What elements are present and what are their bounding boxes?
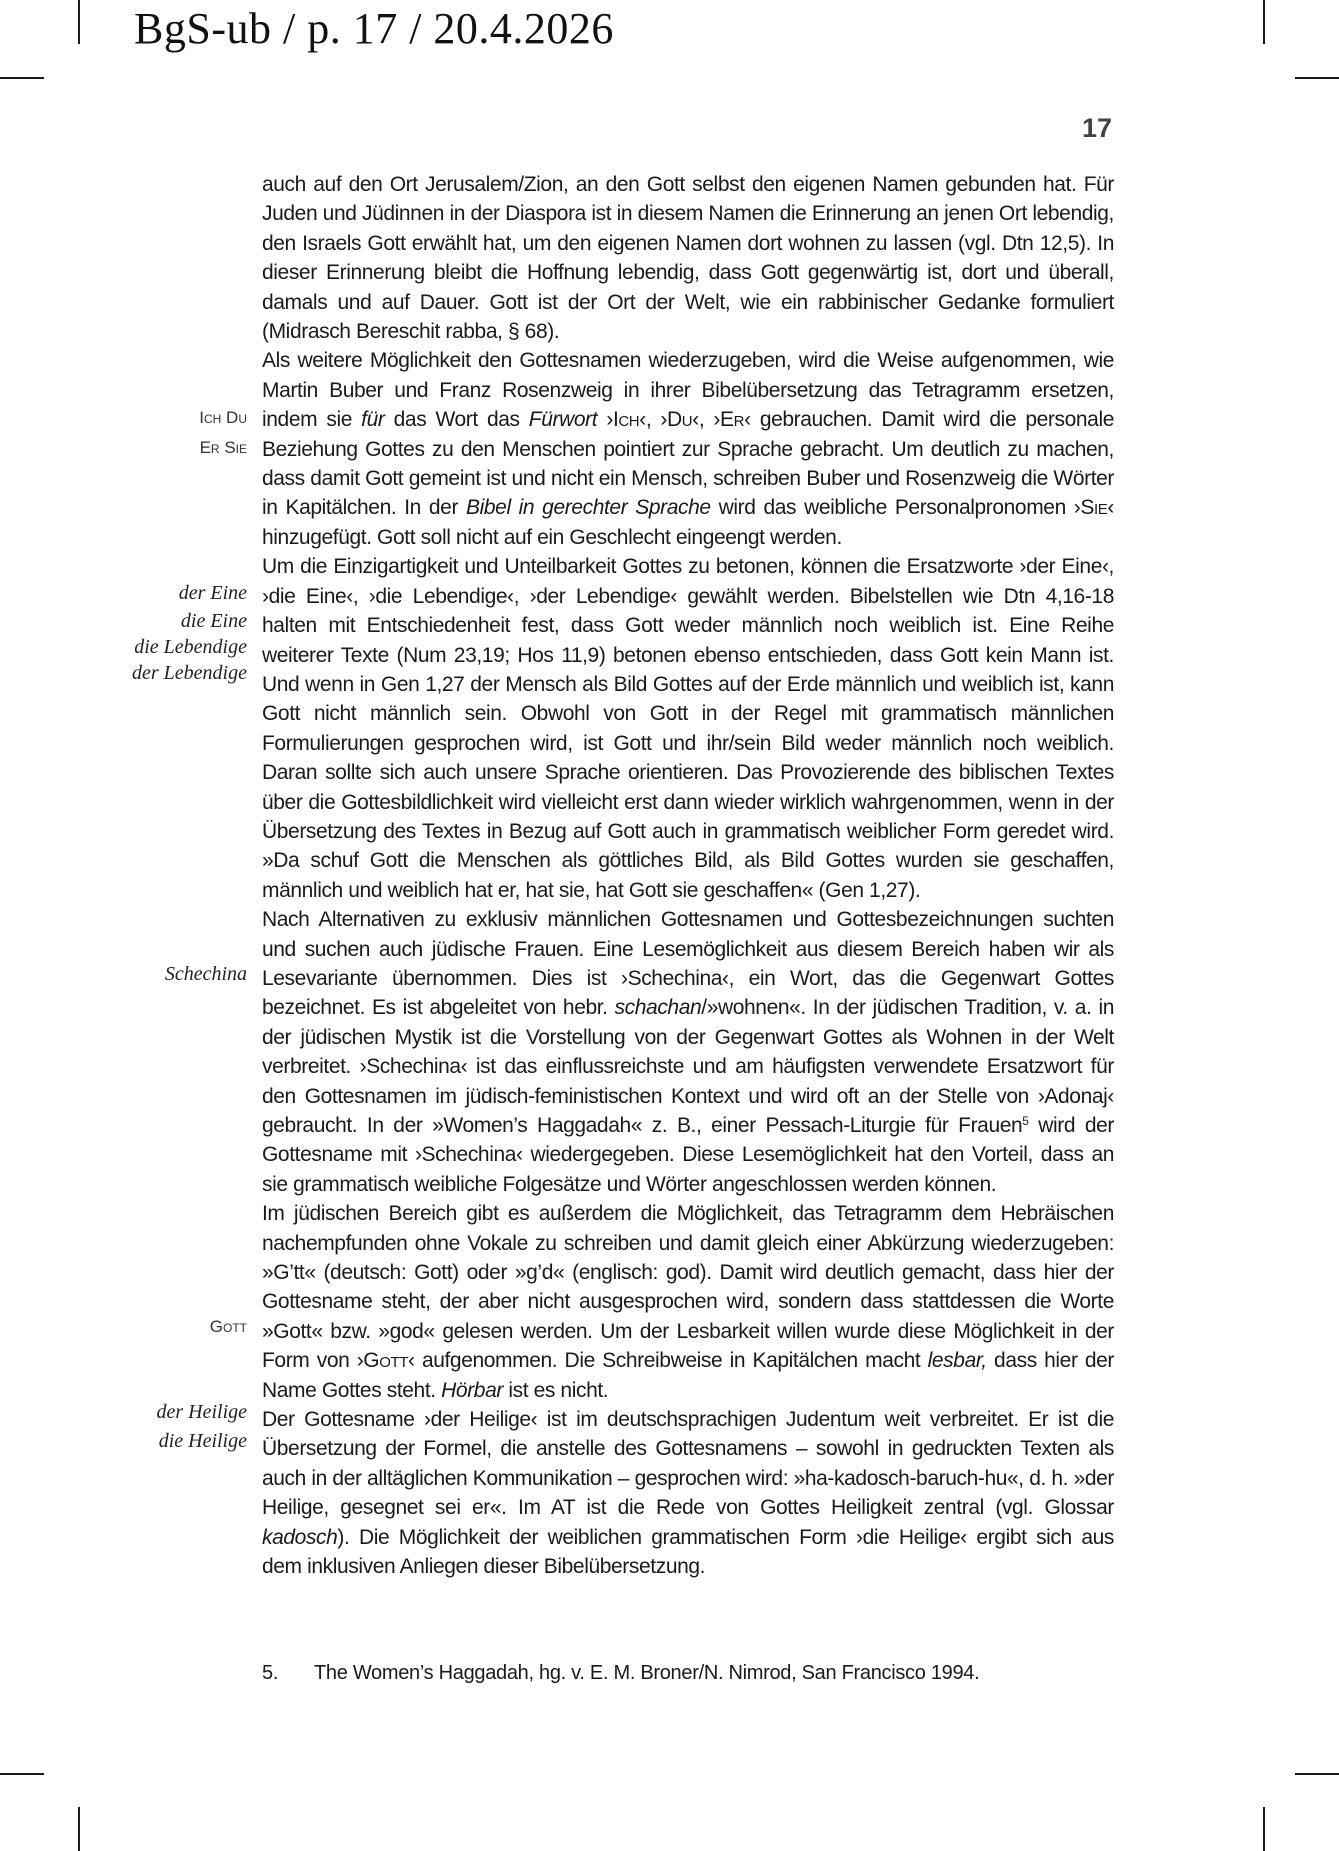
footnote-text: The Women’s Haggadah, hg. v. E. M. Broner/N. Nimrod, San Francisco 1994. [314,1662,980,1684]
margin-note-die-heilige: die Heilige [158,1430,247,1452]
paragraph: Im jüdischen Bereich gibt es außerdem die Möglichkeit, das Tetragramm dem Hebräischen nachempfunden ohne Vokale zu schreiben und damit gleich einer Abkürzung wiederzugeben: »G’tt« (deutsch: Gott) oder »g’d« (englisch: god). Damit wird deutlich gemacht, dass hier der Gottesname steht, der aber nicht ausgesprochen wird, sondern dass stattdessen die Worte »Gott« bzw. »god« gelesen werden. Um der Lesbarkeit willen wurde diese Möglichkeit in der Form von ›Gott‹ aufgenommen. Die Schreibweise in Kapitälchen macht lesbar, dass hier der Name Gottes steht. Hörbar ist es nicht. [262,1202,1115,1402]
footnote [262,1662,979,1685]
crop-mark [0,77,44,79]
margin-note-der-heilige: der Heilige [156,1401,247,1423]
footnote-number: 5. [262,1662,279,1684]
margin-note-gott: Gott [209,1317,247,1336]
paragraph: Um die Einzigartigkeit und Unteilbarkeit Gottes zu betonen, können die Ersatzworte ›der Eine‹, ›die Eine‹, ›die Lebendige‹, ›der Lebendige‹ gewählt werden. Bibelstellen wie Dtn 4,16-18 halten mit Entschiedenheit fest, dass Gott weder männlich noch weiblich ist. Eine Reihe weiterer Texte (Num 23,19; Hos 11,9) betonen ebenso entschieden, dass Gott kein Mann ist. Und wenn in Gen 1,27 der Mensch als Bild Gottes auf der Erde männlich und weiblich ist, kann Gott nicht männlich sein. Obwohl von Gott in der Regel mit grammatisch männlichen Formulierungen gesprochen wird, ist Gott und ihr/sein Bild weder männlich noch weiblich. Daran sollte sich auch unsere Sprache orientieren. Das Provozierende des biblischen Textes über die Gottesbildlichkeit wird vielleicht erst dann wieder wirklich wahrgenommen, wenn in der Übersetzung des Textes in Bezug auf Gott auch in grammatisch weiblicher Form geredet wird. »Da schuf Gott die Menschen als göttliches Bild, als Bild Gottes wurden sie geschaffen, männlich und weiblich hat er, hat sie, hat Gott sie geschaffen« (Gen 1,27). [262,555,1114,902]
crop-mark [1263,0,1265,44]
margin-note-die-lebendige: die Lebendige [134,636,247,658]
crop-mark [1295,1773,1339,1775]
margin-note-schechina: Schechina [164,963,247,985]
paragraph: auch auf den Ort Jerusalem/Zion, an den Gott selbst den eigenen Namen gebunden hat. Für Juden und Jüdinnen in der Diaspora ist in diesem Namen die Erinnerung an jenen Ort lebendig, den Israels Gott erwählt hat, um den eigenen Namen dort wohnen zu lassen (vgl. Dtn 12,5). In dieser Erinnerung bleibt die Hoffnung lebendig, dass Gott gegenwärtig ist, dort und überall, damals und auf Dauer. Gott ist der Ort der Welt, wie ein rabbinischer Gedanke formuliert (Midrasch Bereschit rabba, § 68). [262,173,1114,344]
margin-note-die-eine: die Eine [180,610,247,632]
margin-note-er-sie: Er Sie [199,438,247,457]
margin-note-ich-du: Ich Du [199,408,247,427]
crop-mark [0,1773,44,1775]
body-text [262,170,1114,1582]
paragraph: Als weitere Möglichkeit den Gottesnamen wiederzugeben, wird die Weise aufgenommen, wie Martin Buber und Franz Rosenzweig in ihrer Bibelübersetzung das Tetragramm ersetzen, indem sie für das Wort das Fürwort ›Ich‹, ›Du‹, ›Er‹ gebrauchen. Damit wird die personale Beziehung Gottes zu den Menschen pointiert zur Sprache gebracht. Um deutlich zu machen, dass damit Gott gemeint ist und nicht ein Mensch, schreiben Buber und Rosenzweig die Wörter in Kapitälchen. In der Bibel in gerechter Sprache wird das weibliche Personalpronomen ›Sie‹ hinzugefügt. Gott soll nicht auf ein Geschlecht eingeengt werden. [262,349,1115,549]
paragraph: Nach Alternativen zu exklusiv männlichen Gottesnamen und Gottesbezeichnungen suchten und suchen auch jüdische Frauen. Eine Lesemöglichkeit aus diesem Bereich haben wir als Lesevariante übernommen. Dies ist ›Schechina‹, ein Wort, das die Gegenwart Gottes bezeichnet. Es ist abgeleitet von hebr. schachan/»wohnen«. In der jüdischen Tradition, v. a. in der jüdischen Mystik ist die Vorstellung von der Gegenwart Gottes als Wohnen in der Welt verbreitet. ›Schechina‹ ist das einflussreichste und am häufigsten verwendete Ersatzwort für den Gottesnamen im jüdisch-feministischen Kontext und wird oft an der Stelle von ›Adonaj‹ gebraucht. In der »Women’s Haggadah« z. B., einer Pessach-Liturgie für Frauen$^5$ wird der Gottesname mit ›Schechina‹ wiedergegeben. Diese Lesemöglichkeit hat den Vorteil, dass an sie grammatisch weibliche Folgesätze und Wörter angeschlossen werden können. [262,908,1114,1196]
footnote-ref: 5 [1022,1114,1029,1128]
page-number: 17 [1081,113,1112,143]
crop-mark [1295,77,1339,79]
crop-mark [1263,1807,1265,1851]
crop-mark [78,0,80,44]
proof-header: BgS-ub / p. 17 / 20.4.2026 [134,4,614,53]
crop-mark [78,1807,80,1851]
margin-note-der-lebendige: der Lebendige [132,662,247,684]
paragraph: Der Gottesname ›der Heilige‹ ist im deutschsprachigen Judentum weit verbreitet. Er ist die Übersetzung der Formel, die anstelle des Gottesnamens – sowohl in gedruckten Texten als auch in der alltäglichen Kommunikation – gesprochen wird: »ha-kadosch-baruch-hu«, d. h. »der Heilige, gesegnet sei er«. Im AT ist die Rede von Gottes Heiligkeit zentral (vgl. Glossar kadosch). Die Möglichkeit der weiblichen grammatischen Form ›die Heilige‹ ergibt sich aus dem inklusiven Anliegen dieser Bibelübersetzung. [262,1408,1114,1579]
margin-note-der-eine: der Eine [178,582,247,604]
